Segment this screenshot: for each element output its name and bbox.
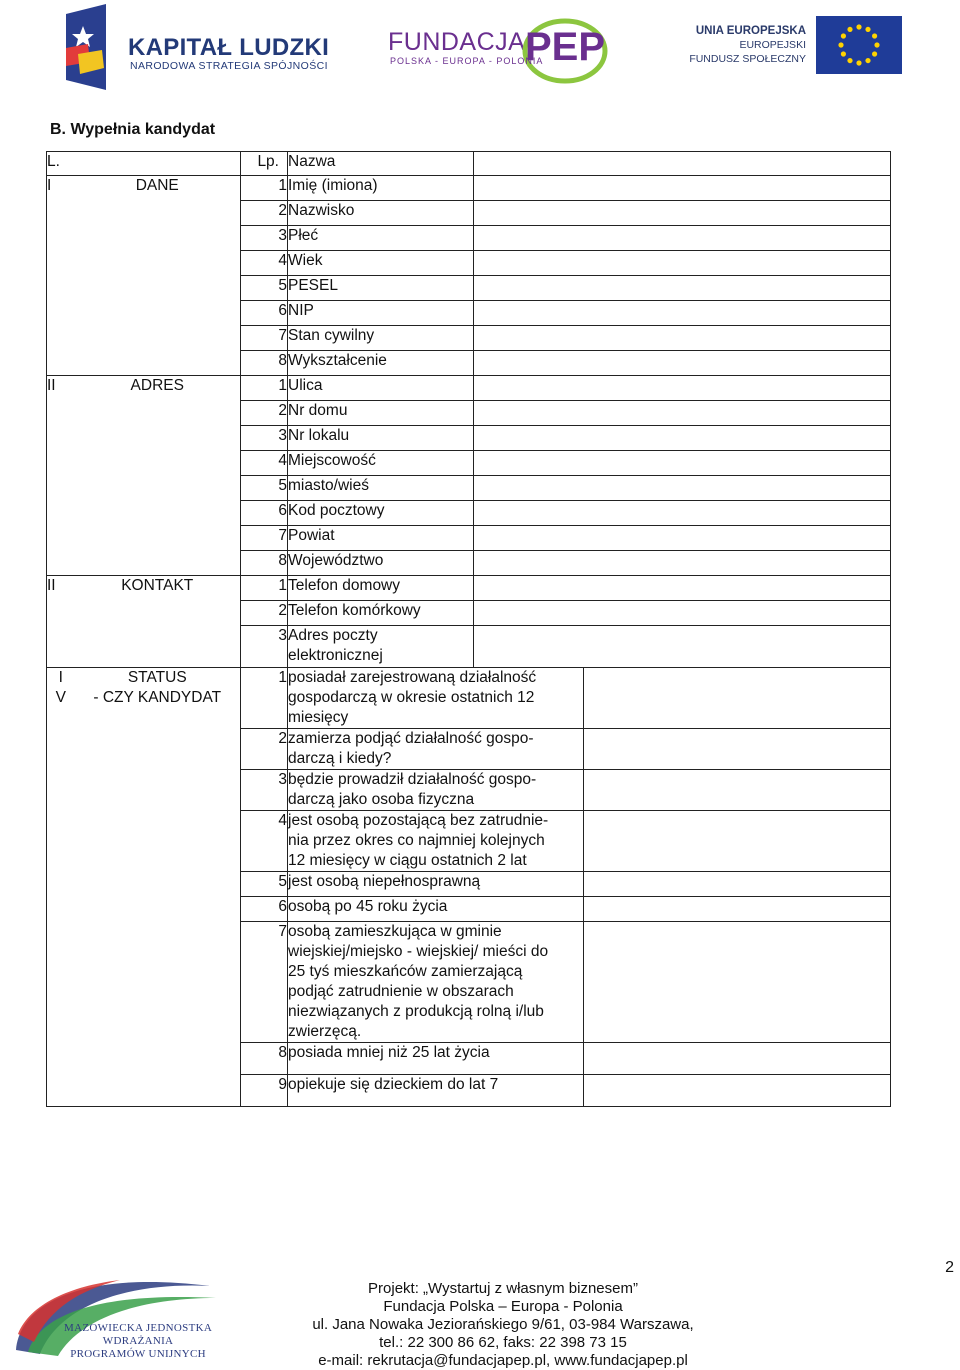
answer-field[interactable] bbox=[584, 897, 891, 922]
field-label: Powiat bbox=[288, 526, 474, 551]
answer-field[interactable] bbox=[474, 426, 891, 451]
row-number: 5 bbox=[241, 276, 288, 301]
field-label-line: gospodarczą w okresie ostatnich 12 bbox=[288, 689, 535, 706]
ue-line-2: EUROPEJSKI bbox=[739, 39, 806, 51]
table-header-row bbox=[47, 152, 891, 176]
field-label-line: posiadał zarejestrowaną działalność bbox=[288, 669, 537, 686]
group-name-dane bbox=[75, 326, 241, 351]
eu-star-icon bbox=[841, 33, 846, 38]
field-label: Telefon komórkowy bbox=[288, 601, 474, 626]
header-col-lp: Lp. bbox=[241, 152, 288, 176]
group-name-status bbox=[75, 1043, 241, 1075]
table-row bbox=[47, 251, 891, 276]
field-label: posiada mniej niż 25 lat życia bbox=[288, 1043, 584, 1075]
row-number: 2 bbox=[241, 601, 288, 626]
field-label: osobą po 45 roku życia bbox=[288, 897, 584, 922]
group-name-dane bbox=[75, 276, 241, 301]
group-number-status bbox=[47, 811, 75, 872]
page-number: 2 bbox=[945, 1259, 954, 1276]
footer-line: Projekt: „Wystartuj z własnym biznesem” bbox=[368, 1280, 638, 1297]
field-label-line: wiejskiej/miejsko - wiejskiej/ mieści do bbox=[288, 943, 549, 960]
row-number: 8 bbox=[241, 1043, 288, 1075]
field-label: NIP bbox=[288, 301, 474, 326]
table-row bbox=[47, 576, 891, 601]
field-label-line: nia przez okres co najmniej kolejnych bbox=[288, 832, 545, 849]
eu-star-icon bbox=[847, 27, 852, 32]
field-label-line: będzie prowadził działalność gospo- bbox=[288, 771, 537, 788]
table-row bbox=[47, 551, 891, 576]
mjwpu-logo bbox=[10, 1264, 220, 1364]
group-number-line: V bbox=[55, 689, 66, 706]
answer-field[interactable] bbox=[474, 351, 891, 376]
field-label-line: niezwiązanych z produkcją rolną i/lub bbox=[288, 1003, 544, 1020]
row-number: 7 bbox=[241, 526, 288, 551]
eu-star-icon bbox=[874, 42, 879, 47]
group-number-adres: II bbox=[47, 376, 75, 401]
answer-field[interactable] bbox=[474, 301, 891, 326]
ue-efs-logo bbox=[686, 16, 902, 74]
group-name-dane: DANE bbox=[75, 176, 241, 201]
page-header bbox=[0, 0, 960, 100]
group-name-adres bbox=[75, 551, 241, 576]
header-col-group bbox=[75, 152, 241, 176]
field-label-line: osobą zamieszkująca w gminie bbox=[288, 923, 502, 940]
field-label: Województwo bbox=[288, 551, 474, 576]
group-number-line: I bbox=[58, 669, 63, 686]
group-name-dane bbox=[75, 201, 241, 226]
row-number: 8 bbox=[241, 551, 288, 576]
table-row bbox=[47, 401, 891, 426]
field-label bbox=[288, 770, 584, 811]
group-name-dane bbox=[75, 351, 241, 376]
field-label: miasto/wieś bbox=[288, 476, 474, 501]
group-number-dane: I bbox=[47, 176, 75, 201]
group-name-adres bbox=[75, 401, 241, 426]
field-label-line: Adres poczty bbox=[288, 627, 378, 644]
group-number-dane bbox=[47, 326, 75, 351]
field-label: Telefon domowy bbox=[288, 576, 474, 601]
answer-field[interactable] bbox=[474, 251, 891, 276]
table-row bbox=[47, 922, 891, 1043]
row-number: 4 bbox=[241, 811, 288, 872]
field-label: Wiek bbox=[288, 251, 474, 276]
field-label bbox=[288, 668, 584, 729]
candidate-form-table bbox=[46, 151, 891, 1107]
table-row bbox=[47, 897, 891, 922]
answer-field[interactable] bbox=[474, 626, 891, 668]
table-row bbox=[47, 1075, 891, 1107]
field-label bbox=[288, 811, 584, 872]
header-col-name: Nazwa bbox=[288, 152, 474, 176]
group-number-status bbox=[47, 897, 75, 922]
group-name-status bbox=[75, 770, 241, 811]
group-number-dane bbox=[47, 226, 75, 251]
field-label: Wykształcenie bbox=[288, 351, 474, 376]
row-number: 9 bbox=[241, 1075, 288, 1107]
answer-field[interactable] bbox=[584, 770, 891, 811]
section-title: B. Wypełnia kandydat bbox=[50, 121, 216, 138]
answer-field[interactable] bbox=[584, 811, 891, 872]
table-row bbox=[47, 451, 891, 476]
ue-line-1: UNIA EUROPEJSKA bbox=[695, 25, 806, 37]
group-number-adres bbox=[47, 551, 75, 576]
group-name-adres: ADRES bbox=[75, 376, 241, 401]
field-label: Nazwisko bbox=[288, 201, 474, 226]
group-name-adres bbox=[75, 426, 241, 451]
header-col-l: L. bbox=[47, 152, 75, 176]
table-row bbox=[47, 872, 891, 897]
group-name-status bbox=[75, 1075, 241, 1107]
field-label: Płeć bbox=[288, 226, 474, 251]
answer-field[interactable] bbox=[474, 476, 891, 501]
field-label: Stan cywilny bbox=[288, 326, 474, 351]
group-number-dane bbox=[47, 351, 75, 376]
table-row bbox=[47, 601, 891, 626]
answer-field[interactable] bbox=[584, 668, 891, 729]
group-number-adres bbox=[47, 501, 75, 526]
group-number-status bbox=[47, 668, 75, 729]
eu-star-icon bbox=[856, 24, 861, 29]
footer-line: Fundacja Polska – Europa - Polonia bbox=[383, 1298, 623, 1315]
group-name-kontakt: KONTAKT bbox=[75, 576, 241, 601]
table-row bbox=[47, 426, 891, 451]
field-label-line: zwierzęcą. bbox=[288, 1023, 362, 1040]
group-number-adres bbox=[47, 426, 75, 451]
answer-field[interactable] bbox=[474, 401, 891, 426]
field-label-line: darczą jako osoba fizyczna bbox=[288, 791, 475, 808]
table-row bbox=[47, 626, 891, 668]
group-number-status bbox=[47, 922, 75, 1043]
field-label bbox=[288, 626, 474, 668]
group-name-dane bbox=[75, 251, 241, 276]
table-row bbox=[47, 668, 891, 729]
group-name-status bbox=[75, 729, 241, 770]
kapital-ludzki-subtitle: NARODOWA STRATEGIA SPÓJNOŚCI bbox=[130, 60, 328, 72]
fundacja-subtitle: POLSKA - EUROPA - POLONIA bbox=[390, 56, 544, 66]
table-row bbox=[47, 1043, 891, 1075]
mjwpu-text bbox=[64, 1322, 212, 1361]
eu-star-icon bbox=[838, 42, 843, 47]
group-number-kontakt: II bbox=[47, 576, 75, 601]
group-number-dane bbox=[47, 201, 75, 226]
field-label: opiekuje się dzieckiem do lat 7 bbox=[288, 1075, 584, 1107]
row-number: 7 bbox=[241, 922, 288, 1043]
eu-flag-icon bbox=[816, 16, 902, 74]
group-number-adres bbox=[47, 476, 75, 501]
table-row bbox=[47, 326, 891, 351]
group-name-line: - CZY KANDYDAT bbox=[93, 689, 222, 706]
table-row bbox=[47, 501, 891, 526]
footer-contact bbox=[290, 1280, 716, 1370]
row-number: 3 bbox=[241, 626, 288, 668]
row-number: 6 bbox=[241, 301, 288, 326]
row-number: 1 bbox=[241, 176, 288, 201]
field-label-line: zamierza podjąć działalność gospo- bbox=[288, 730, 534, 747]
kapital-ludzki-logo bbox=[58, 4, 328, 90]
kapital-ludzki-flag-icon bbox=[58, 4, 122, 90]
mjwpu-text-line: PROGRAMÓW UNIJNYCH bbox=[70, 1348, 206, 1360]
answer-field[interactable] bbox=[474, 226, 891, 251]
table-row bbox=[47, 351, 891, 376]
group-number-kontakt bbox=[47, 601, 75, 626]
field-label: Imię (imiona) bbox=[288, 176, 474, 201]
kapital-ludzki-title: KAPITAŁ LUDZKI bbox=[128, 34, 330, 61]
answer-field[interactable] bbox=[474, 376, 891, 401]
answer-field[interactable] bbox=[584, 729, 891, 770]
group-number-status bbox=[47, 872, 75, 897]
table-row bbox=[47, 526, 891, 551]
group-number-status bbox=[47, 770, 75, 811]
field-label-line: elektronicznej bbox=[288, 647, 383, 664]
eu-star-icon bbox=[841, 51, 846, 56]
answer-field[interactable] bbox=[584, 872, 891, 897]
group-number-dane bbox=[47, 276, 75, 301]
row-number: 4 bbox=[241, 251, 288, 276]
field-label: Miejscowość bbox=[288, 451, 474, 476]
group-name-adres bbox=[75, 476, 241, 501]
row-number: 2 bbox=[241, 401, 288, 426]
group-name-dane bbox=[75, 301, 241, 326]
answer-field[interactable] bbox=[474, 176, 891, 201]
row-number: 1 bbox=[241, 668, 288, 729]
field-label: jest osobą niepełnosprawną bbox=[288, 872, 584, 897]
answer-field[interactable] bbox=[474, 526, 891, 551]
field-label bbox=[288, 729, 584, 770]
footer-line: tel.: 22 300 86 62, faks: 22 398 73 15 bbox=[379, 1334, 627, 1351]
table-row bbox=[47, 201, 891, 226]
row-number: 5 bbox=[241, 872, 288, 897]
group-name-status bbox=[75, 811, 241, 872]
answer-field[interactable] bbox=[584, 1043, 891, 1075]
field-label-line: 12 miesięcy w ciągu ostatnich 2 lat bbox=[288, 852, 527, 869]
group-number-dane bbox=[47, 251, 75, 276]
row-number: 2 bbox=[241, 201, 288, 226]
header-col-value bbox=[474, 152, 891, 176]
row-number: 7 bbox=[241, 326, 288, 351]
group-name-status bbox=[75, 897, 241, 922]
field-label-line: podjąć zatrudnienie w obszarach bbox=[288, 983, 514, 1000]
group-number-status bbox=[47, 1043, 75, 1075]
group-number-adres bbox=[47, 451, 75, 476]
group-number-dane bbox=[47, 301, 75, 326]
row-number: 6 bbox=[241, 897, 288, 922]
row-number: 5 bbox=[241, 476, 288, 501]
answer-field[interactable] bbox=[474, 326, 891, 351]
row-number: 1 bbox=[241, 376, 288, 401]
field-label-line: darczą i kiedy? bbox=[288, 750, 392, 767]
field-label: Kod pocztowy bbox=[288, 501, 474, 526]
group-name-dane bbox=[75, 226, 241, 251]
answer-field[interactable] bbox=[474, 576, 891, 601]
group-number-adres bbox=[47, 401, 75, 426]
eu-star-icon bbox=[872, 33, 877, 38]
answer-field[interactable] bbox=[474, 451, 891, 476]
eu-star-icon bbox=[872, 51, 877, 56]
group-name-adres bbox=[75, 501, 241, 526]
field-label-line: jest osobą pozostającą bez zatrudnie- bbox=[288, 812, 549, 829]
field-label: PESEL bbox=[288, 276, 474, 301]
group-name-line: STATUS bbox=[127, 669, 187, 686]
eu-star-icon bbox=[847, 58, 852, 63]
row-number: 1 bbox=[241, 576, 288, 601]
eu-star-icon bbox=[856, 60, 861, 65]
answer-field[interactable] bbox=[584, 922, 891, 1043]
table-row bbox=[47, 226, 891, 251]
table-row bbox=[47, 770, 891, 811]
field-label: Nr lokalu bbox=[288, 426, 474, 451]
answer-field[interactable] bbox=[474, 276, 891, 301]
field-label: Ulica bbox=[288, 376, 474, 401]
ue-line-3: FUNDUSZ SPOŁECZNY bbox=[689, 53, 806, 65]
answer-field[interactable] bbox=[474, 501, 891, 526]
group-number-status bbox=[47, 1075, 75, 1107]
group-name-status bbox=[75, 872, 241, 897]
group-name-adres bbox=[75, 451, 241, 476]
field-label: Nr domu bbox=[288, 401, 474, 426]
table-row bbox=[47, 811, 891, 872]
field-label-line: 25 tyś mieszkańców zamierzającą bbox=[288, 963, 523, 980]
row-number: 6 bbox=[241, 501, 288, 526]
group-name-kontakt bbox=[75, 626, 241, 668]
fundacja-pep-logo bbox=[388, 18, 618, 84]
group-number-status bbox=[47, 729, 75, 770]
row-number: 4 bbox=[241, 451, 288, 476]
table-row bbox=[47, 376, 891, 401]
fundacja-word: FUNDACJA bbox=[388, 28, 526, 56]
row-number: 3 bbox=[241, 426, 288, 451]
group-number-kontakt bbox=[47, 626, 75, 668]
footer-line: e-mail: rekrutacja@fundacjapep.pl, www.fundacjapep.pl bbox=[318, 1352, 688, 1369]
row-number: 2 bbox=[241, 729, 288, 770]
group-number-adres bbox=[47, 526, 75, 551]
mjwpu-text-line: MAZOWIECKA JEDNOSTKA bbox=[64, 1322, 213, 1334]
field-label bbox=[288, 922, 584, 1043]
answer-field[interactable] bbox=[474, 601, 891, 626]
group-name-kontakt bbox=[75, 601, 241, 626]
eu-star-icon bbox=[865, 27, 870, 32]
table-row bbox=[47, 729, 891, 770]
row-number: 3 bbox=[241, 770, 288, 811]
answer-field[interactable] bbox=[474, 551, 891, 576]
ue-text bbox=[689, 24, 806, 66]
table-row bbox=[47, 301, 891, 326]
field-label-line: miesięcy bbox=[288, 709, 349, 726]
group-name-status bbox=[75, 668, 241, 729]
row-number: 8 bbox=[241, 351, 288, 376]
row-number: 3 bbox=[241, 226, 288, 251]
footer-line: ul. Jana Nowaka Jeziorańskiego 9/61, 03-984 Warszawa, bbox=[312, 1316, 694, 1333]
answer-field[interactable] bbox=[474, 201, 891, 226]
table-row bbox=[47, 276, 891, 301]
table-row bbox=[47, 476, 891, 501]
eu-star-icon bbox=[865, 58, 870, 63]
answer-field[interactable] bbox=[584, 1075, 891, 1107]
group-name-status bbox=[75, 922, 241, 1043]
group-name-adres bbox=[75, 526, 241, 551]
table-row bbox=[47, 176, 891, 201]
pep-letters: PEP bbox=[525, 25, 606, 69]
mjwpu-text-line: WDRAŻANIA bbox=[102, 1335, 174, 1347]
